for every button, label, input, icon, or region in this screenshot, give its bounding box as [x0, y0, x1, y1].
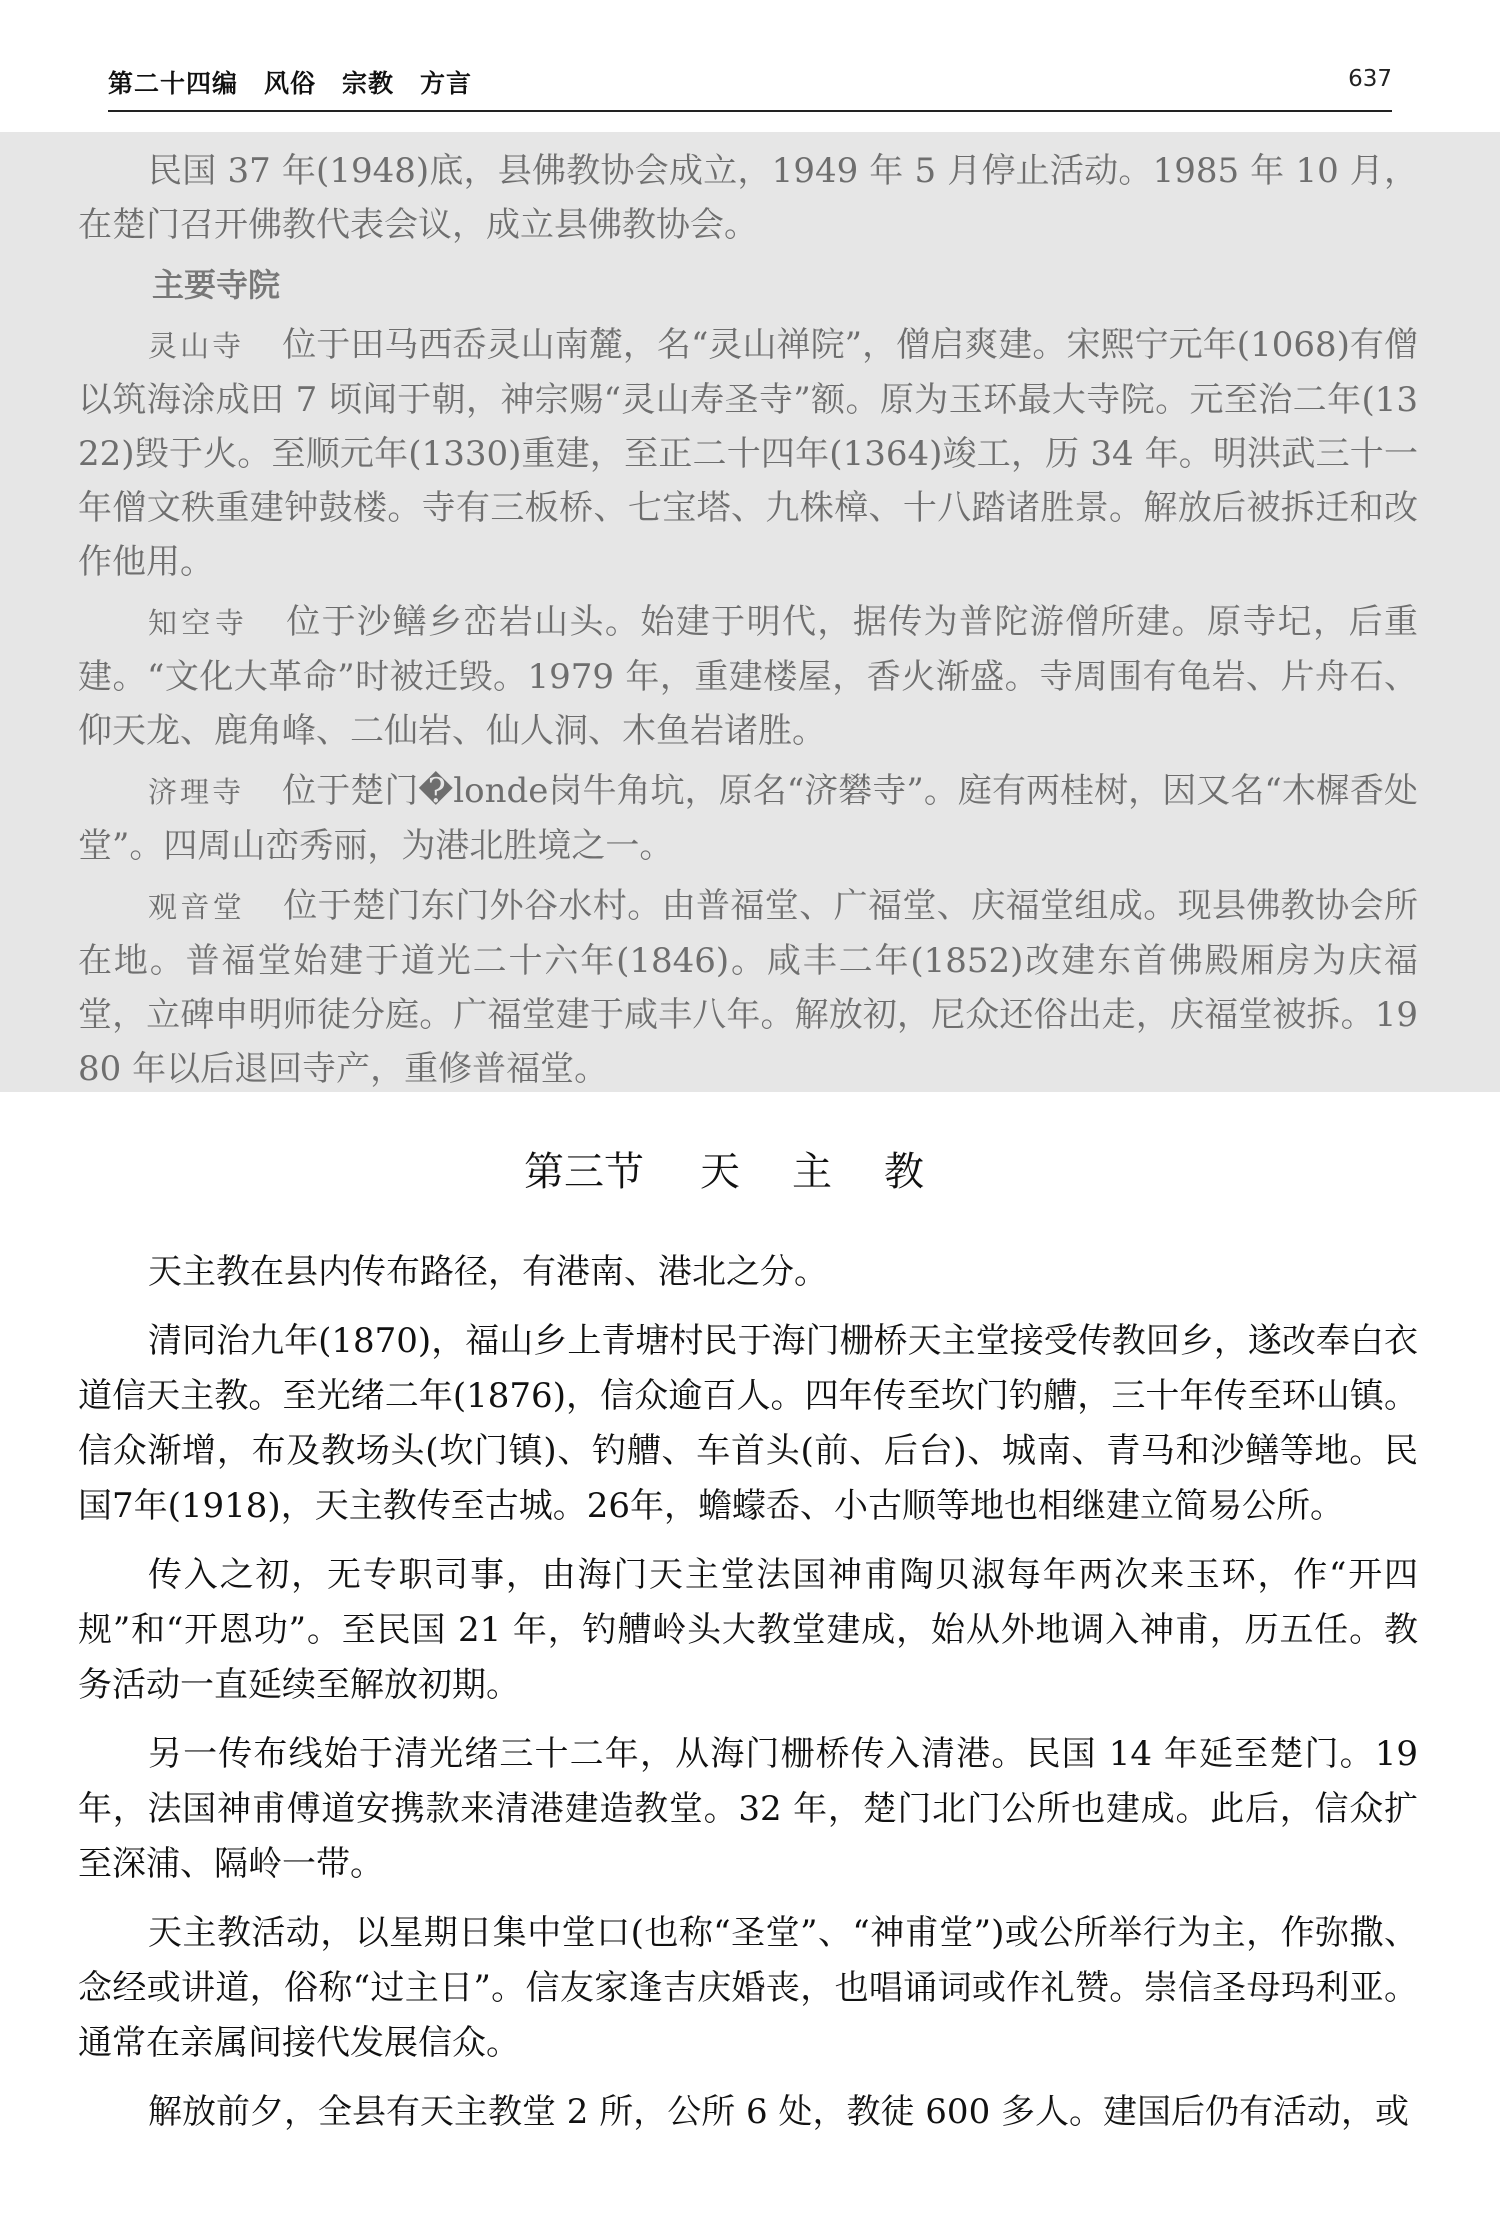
temple-entry: [78, 595, 1418, 758]
body-paragraph: 另一传布线始于清光绪三十二年，从海门栅桥传入清港。民国 14 年延至楚门。19 年，法国神甫傅道安携款来清港建造教堂。32 年，楚门北门公所也建成。此后，信众扩至深浦、隔岭一带。: [78, 1734, 1418, 1884]
temple-name: 观音堂: [148, 890, 246, 924]
catholicism-body: [78, 1245, 1418, 2154]
temple-name: 知空寺: [148, 606, 249, 640]
shaded-buddhism-block: [0, 132, 1500, 1092]
running-header-title: 第二十四编 风俗 宗教 方言: [108, 69, 473, 98]
section-number: 第三节: [524, 1149, 644, 1195]
page-number: 637: [1348, 66, 1392, 92]
temple-description: 位于楚门�londe岗牛角坑，原名“济礬寺”。庭有两桂树，因又名“木樨香处堂”。四周山峦秀丽，为港北胜境之一。: [78, 771, 1418, 866]
temple-entry: [78, 764, 1418, 873]
temple-name: 济理寺: [148, 775, 245, 809]
body-paragraph: 天主教活动，以星期日集中堂口(也称“圣堂”、“神甫堂”)或公所举行为主，作弥撒、念经或讲道，俗称“过主日”。信友家逢吉庆婚丧，也唱诵词或作礼赞。崇信圣母玛利亚。通常在亲属间接代发展信众。: [78, 1913, 1418, 2063]
body-paragraph: 天主教在县内传布路径，有港南、港北之分。: [148, 1252, 828, 1292]
main-temples-subheading: 主要寺院: [152, 266, 281, 304]
page-header: [108, 58, 1392, 112]
section-heading: [0, 1140, 1500, 1197]
body-paragraph: 传入之初，无专职司事，由海门天主堂法国神甫陶贝淑每年两次来玉环，作“开四规”和“开恩功”。至民国 21 年，钓艚岭头大教堂建成，始从外地调入神甫，历五任。教务活动一直延续至解放初期。: [78, 1555, 1418, 1705]
temple-entry: [78, 879, 1418, 1096]
body-paragraph: 清同治九年(1870)，福山乡上青塘村民于海门栅桥天主堂接受传教回乡，遂改奉白衣道信天主教。至光绪二年(1876)，信众逾百人。四年传至坎门钓艚，三十年传至环山镇。信众渐增，布及教场头(坎门镇)、钓艚、车首头(前、后台)、城南、青马和沙鳝等地。民国7年(1918)，天主教传至古城。26年，蟾蠓岙、小古顺等地也相继建立简易公所。: [78, 1321, 1418, 1526]
temple-description: 位于沙鳝乡峦岩山头。始建于明代，据传为普陀游僧所建。原寺圮，后重建。“文化大革命”时被迁毁。1979 年，重建楼屋，香火渐盛。寺周围有龟岩、片舟石、仰天龙、鹿角峰、二仙岩、仙人洞、木鱼岩诸胜。: [78, 602, 1418, 751]
temple-name: 灵山寺: [148, 329, 245, 363]
body-paragraph: 解放前夕，全县有天主教堂 2 所，公所 6 处，教徒 600 多人。建国后仍有活动，或: [148, 2092, 1410, 2132]
buddhism-intro-paragraph: 民国 37 年(1948)底，县佛教协会成立，1949 年 5 月停止活动。1985 年 10 月，在楚门召开佛教代表会议，成立县佛教协会。: [78, 151, 1418, 245]
temple-description: 位于楚门东门外谷水村。由普福堂、广福堂、庆福堂组成。现县佛教协会所在地。普福堂始建于道光二十六年(1846)。咸丰二年(1852)改建东首佛殿厢房为庆福堂，立碑申明师徒分庭。广福堂建于咸丰八年。解放初，尼众还俗出走，庆福堂被拆。1980 年以后退回寺产，重修普福堂。: [78, 886, 1418, 1089]
section-title: 天主教: [700, 1149, 976, 1195]
temple-description: 位于田马西岙灵山南麓，名“灵山禅院”，僧启爽建。宋熙宁元年(1068)有僧以筑海涂成田 7 顷闻于朝，神宗赐“灵山寿圣寺”额。原为玉环最大寺院。元至治二年(1322)毁于火。至顺元年(1330)重建，至正二十四年(1364)竣工，历 34 年。明洪武三十一年僧文秩重建钟鼓楼。寺有三板桥、七宝塔、九株樟、十八踏诸胜景。解放后被拆迁和改作他用。: [78, 325, 1418, 582]
shaded-content: [78, 144, 1418, 1102]
temple-entry: [78, 318, 1418, 589]
